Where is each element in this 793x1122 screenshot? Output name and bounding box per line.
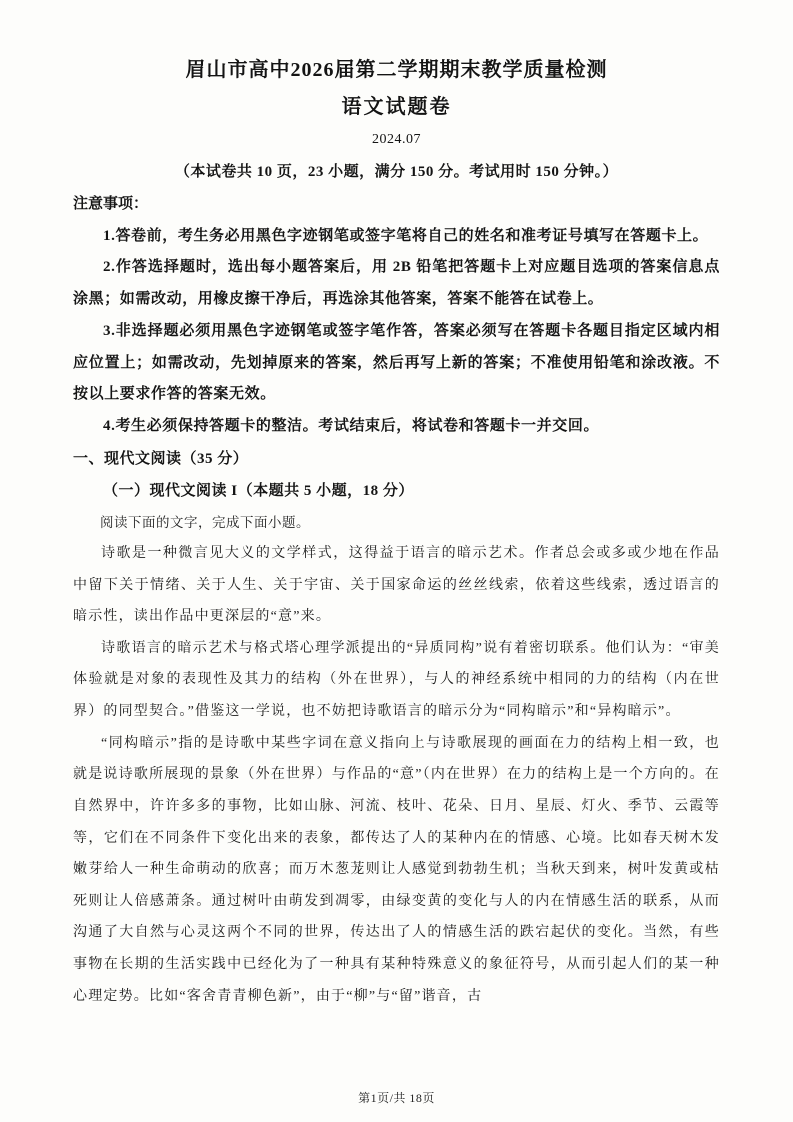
subsection-heading: （一）现代文阅读 I（本题共 5 小题，18 分）	[103, 483, 414, 500]
paper-subtitle: 语文试题卷	[341, 96, 452, 118]
reading-instruction: 阅读下面的文字，完成下面小题。	[100, 514, 310, 530]
notice-item-1: 1.答卷前，考生务必用黑色字迹钢笔或签字笔将自己的姓名和准考证号填写在答题卡上。	[103, 227, 709, 244]
passage-paragraph-3: “同构暗示”指的是诗歌中某些字词在意义指向上与诗歌展现的画面在力的结构上相一致，也就是说诗歌所展现的景象（外在世界）与作品的“意”（内在世界）在力的结构上是一个方向的。在自然界中，许许多多的事物，比如山脉、河流、枝叶、花朵、日月、星辰、灯火、季节、云霞等等，它们在不同条件下变化出来的表象，都传达了人的某种内在的情感、心境。比如春天树木发嫩芽给人一种生命萌动的欣喜；而万木葱茏则让人感觉到勃勃生机；当秋天到来，树叶发黄或枯死则让人倍感萧条。通过树叶由萌发到凋零，由绿变黄的变化与人的内在情感生活的联系，从而沟通了大自然与心灵这两个不同的世界，传达出了人的情感生活的跌宕起伏的变化。当然，有些事物在长期的生活实践中已经化为了一种具有某种特殊意义的象征符号，从而引起人们的某一种心理定势。比如“客舍青青柳色新”，由于“柳”与“留”谐音，古	[73, 735, 720, 1004]
passage-paragraph-1: 诗歌是一种微言见大义的文学样式，这得益于语言的暗示艺术。作者总会或多或少地在作品中留下关于情绪、关于人生、关于宇宙、关于国家命运的丝丝线索，依着这些线索，透过语言的暗示性，读出作品中更深层的“意”来。	[73, 545, 720, 625]
page-number-footer: 第1页/共 18页	[358, 1091, 435, 1105]
passage-paragraph-2: 诗歌语言的暗示艺术与格式塔心理学派提出的“异质同构”说有着密切联系。他们认为：“审美体验就是对象的表现性及其力的结构（外在世界），与人的神经系统中相同的力的结构（内在世界）的同型契合。”借鉴这一学说，也不妨把诗歌语言的暗示分为“同构暗示”和“异构暗示”。	[73, 640, 720, 720]
section-heading: 一、现代文阅读（35 分）	[73, 451, 249, 468]
notice-header: 注意事项：	[73, 196, 149, 212]
exam-title: 眉山市高中2026届第二学期期末教学质量检测	[185, 59, 608, 81]
notice-item-2: 2.作答选择题时，选出每小题答案后，用 2B 铅笔把答题卡上对应题目选项的答案信息点涂黑；如需改动，用橡皮擦干净后，再选涂其他答案，答案不能答在试卷上。	[73, 259, 720, 308]
notice-item-3: 3.非选择题必须用黑色字迹钢笔或签字笔作答，答案必须写在答题卡各题目指定区域内相应位置上；如需改动，先划掉原来的答案，然后再写上新的答案；不准使用铅笔和涂改液。不按以上要求作答的答案无效。	[73, 322, 720, 403]
notice-item-4: 4.考生必须保持答题卡的整洁。考试结束后，将试卷和答题卡一并交回。	[103, 418, 600, 435]
exam-date: 2024.07	[372, 132, 421, 147]
exam-info-line: （本试卷共 10 页，23 小题，满分 150 分。考试用时 150 分钟。）	[174, 164, 619, 180]
